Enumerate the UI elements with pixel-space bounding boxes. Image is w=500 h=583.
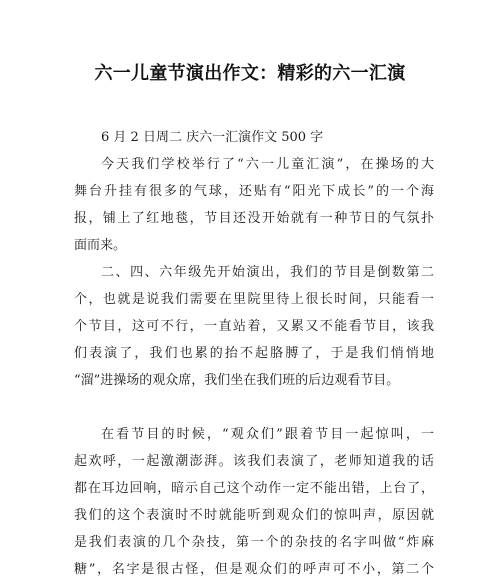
paragraph-3-line-5: 是我们表演的几个杂技，第一个的杂技的名字叫做“炸麻 bbox=[74, 535, 434, 550]
paragraph-2-line-4: 们表演了，我们也累的抬不起胳膊了，于是我们悄悄地 bbox=[74, 346, 434, 361]
paragraph-1-line-4: 面而来。 bbox=[74, 238, 127, 253]
paragraph-1-line-1: 今天我们学校举行了“六一儿童汇演”，在操场的大 bbox=[101, 157, 434, 172]
paragraph-1-line-2: 舞台升挂有很多的气球，还贴有“阳光下成长”的一个海 bbox=[74, 184, 434, 199]
date-line: 6 月 2 日周二 庆六一汇演作文 500 字 bbox=[101, 130, 324, 145]
paragraph-2-line-1: 二、四、六年级先开始演出，我们的节目是倒数第二 bbox=[101, 265, 434, 280]
article-title: 六一儿童节演出作文：精彩的六一汇演 bbox=[94, 63, 406, 84]
paragraph-2-line-2: 个，也就是说我们需要在里院里待上很长时间，只能看一 bbox=[74, 292, 434, 307]
paragraph-3-line-1: 在看节目的时候，“观众们”跟着节目一起惊叫，一 bbox=[101, 427, 434, 442]
paragraph-3-line-2: 起欢呼，一起激潮澎湃。该我们表演了，老师知道我的话 bbox=[74, 454, 434, 469]
paragraph-2-line-3: 个节目，这可不行，一直站着，又累又不能看节目，该我 bbox=[74, 319, 434, 334]
paragraph-3-line-6: 糖”，名字是很古怪，但是观众们的呼声可不小，第二个 bbox=[74, 562, 434, 577]
article-body bbox=[74, 124, 434, 583]
paragraph-gap bbox=[74, 394, 434, 421]
paragraph-3-line-3: 都在耳边回响，暗示自己这个动作一定不能出错，上台了， bbox=[74, 481, 434, 496]
paragraph-3-line-4: 我们的这个表演时不时就能听到观众们的惊叫声，原因就 bbox=[74, 508, 434, 523]
paragraph-2-line-5: “溜”进操场的观众席，我们坐在我们班的后边观看节目。 bbox=[74, 373, 400, 388]
paragraph-1-line-3: 报，铺上了红地毯，节目还没开始就有一种节日的气氛扑 bbox=[74, 211, 434, 226]
